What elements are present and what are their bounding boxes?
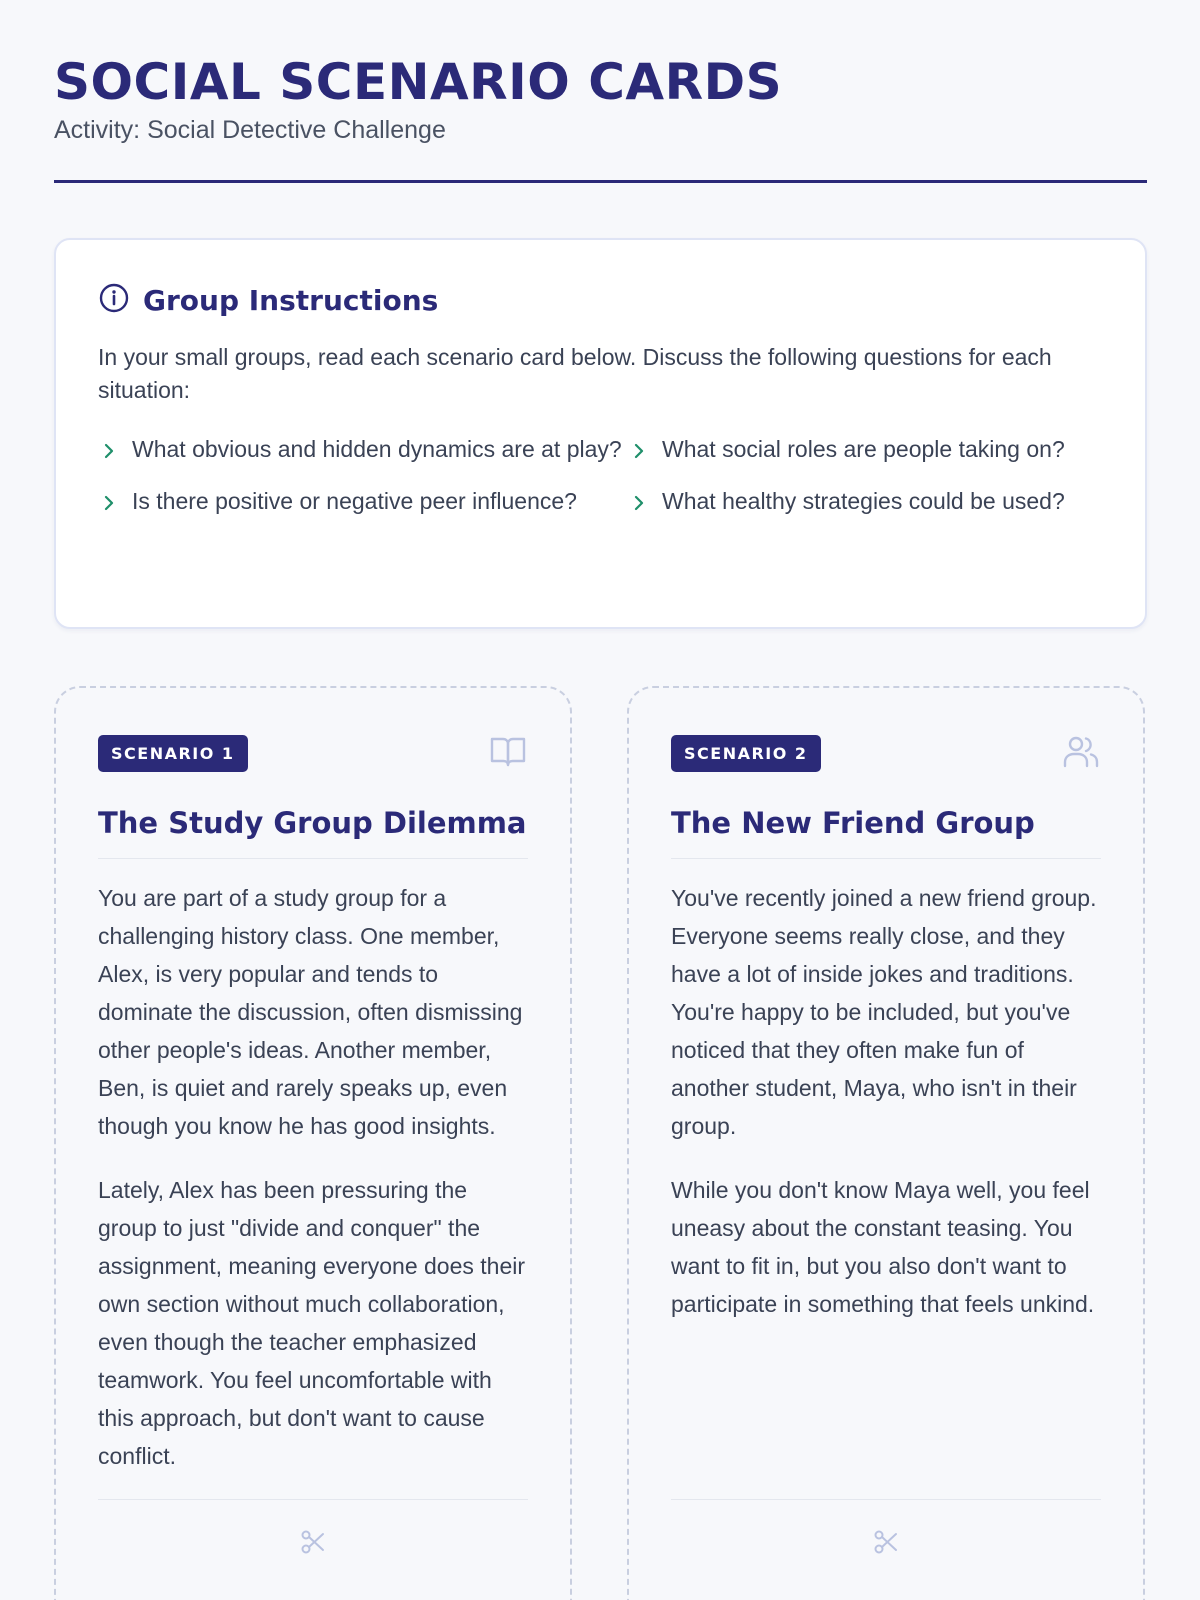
scenario-paragraph: You are part of a study group for a challenging history class. One member, Alex, is very popular and tends to dominate the discussion, often dismissing other people's ideas. Another member, Ben, is quiet and rarely speaks up, even though you know he has good insights. <box>98 885 523 1139</box>
scenario-body <box>98 879 528 1499</box>
question-item <box>98 433 628 471</box>
book-icon <box>488 731 528 776</box>
scenario-paragraph: Lately, Alex has been pressuring the group to just "divide and conquer" the assignment, meaning everyone does their own section without much collaboration, even though the teacher emphasized teamwork. You feel uncomfortable with this approach, but don't want to cause conflict. <box>98 1177 526 1469</box>
scenario-card <box>54 686 572 1600</box>
scenario-title: The New Friend Group <box>671 806 1101 859</box>
instructions-title: Group Instructions <box>143 284 439 317</box>
question-text: What obvious and hidden dynamics are at play? <box>132 436 622 462</box>
scenario-title: The Study Group Dilemma <box>98 806 528 859</box>
question-item <box>628 485 1108 523</box>
page-header <box>54 50 1147 145</box>
scenario-paragraph: You've recently joined a new friend group. Everyone seems really close, and they have a lot of inside jokes and traditions. You're happy to be included, but you've noticed that they often make fun of another student, Maya, who isn't in their group. <box>671 885 1097 1139</box>
scenario-card-header <box>98 731 528 776</box>
users-icon <box>1061 731 1101 776</box>
scenario-card <box>627 686 1145 1600</box>
scissors-icon <box>299 1528 327 1561</box>
scenario-badge: SCENARIO 2 <box>671 735 821 772</box>
scenario-body <box>671 879 1101 1499</box>
scenario-card-header <box>671 731 1101 776</box>
chevron-right-icon <box>98 433 120 471</box>
scenario-paragraph: While you don't know Maya well, you feel uneasy about the constant teasing. You want to fit in, but you also don't want to participate in something that feels unkind. <box>671 1177 1095 1317</box>
question-text: What healthy strategies could be used? <box>662 488 1065 514</box>
instructions-intro: In your small groups, read each scenario card below. Discuss the following questions for each situation: <box>98 344 1052 403</box>
page-subtitle: Activity: Social Detective Challenge <box>54 116 446 144</box>
chevron-right-icon <box>628 433 650 471</box>
question-item <box>628 433 1108 471</box>
question-item <box>98 485 628 523</box>
header-divider <box>54 180 1147 183</box>
instructions-panel <box>54 238 1147 629</box>
question-text: Is there positive or negative peer influence? <box>132 488 577 514</box>
cut-line <box>98 1499 528 1589</box>
chevron-right-icon <box>628 485 650 523</box>
scenario-badge: SCENARIO 1 <box>98 735 248 772</box>
instructions-header <box>98 282 1103 319</box>
cut-line <box>671 1499 1101 1589</box>
info-icon <box>98 282 130 319</box>
question-text: What social roles are people taking on? <box>662 436 1065 462</box>
chevron-right-icon <box>98 485 120 523</box>
page-title: SOCIAL SCENARIO CARDS <box>54 53 783 111</box>
scissors-icon <box>872 1528 900 1561</box>
question-list <box>98 433 1103 523</box>
